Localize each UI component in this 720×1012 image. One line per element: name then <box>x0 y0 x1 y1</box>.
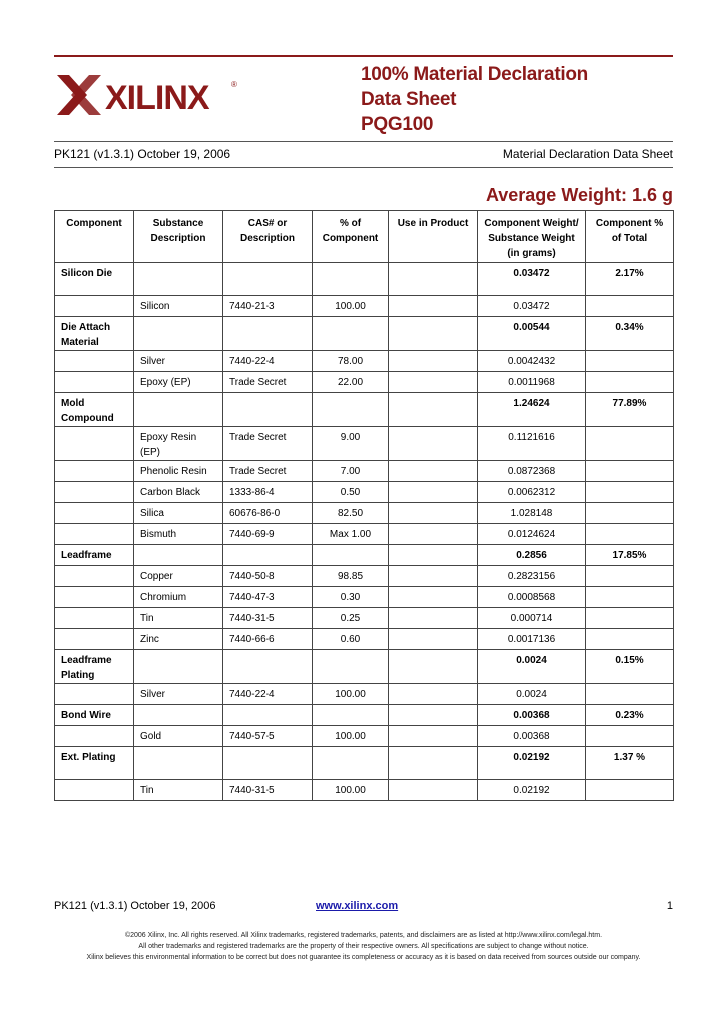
empty-cell <box>586 503 674 524</box>
empty-cell <box>389 705 478 726</box>
substance-weight: 0.0024 <box>478 684 586 705</box>
col-header-total: Component % of Total <box>586 211 674 263</box>
substance-cas: 7440-21-3 <box>223 296 313 317</box>
empty-cell <box>55 587 134 608</box>
substance-name: Gold <box>134 726 223 747</box>
empty-cell <box>586 524 674 545</box>
component-percent-total: 1.37 % <box>586 747 674 780</box>
empty-cell <box>586 351 674 372</box>
substance-name: Silica <box>134 503 223 524</box>
empty-cell <box>134 393 223 427</box>
substance-row <box>55 482 674 503</box>
substance-percent: 0.50 <box>313 482 389 503</box>
substance-name: Silver <box>134 684 223 705</box>
col-header-use: Use in Product <box>389 211 478 263</box>
empty-cell <box>223 317 313 351</box>
empty-cell <box>313 650 389 684</box>
empty-cell <box>55 482 134 503</box>
substance-percent: 100.00 <box>313 296 389 317</box>
use-in-product <box>389 780 478 801</box>
substance-row <box>55 372 674 393</box>
substance-cas: 60676-86-0 <box>223 503 313 524</box>
use-in-product <box>389 629 478 650</box>
substance-row <box>55 587 674 608</box>
substance-percent: Max 1.00 <box>313 524 389 545</box>
substance-name: Tin <box>134 780 223 801</box>
substance-row <box>55 503 674 524</box>
substance-percent: 100.00 <box>313 684 389 705</box>
component-percent-total: 2.17% <box>586 263 674 296</box>
component-weight: 0.00544 <box>478 317 586 351</box>
page-number: 1 <box>666 900 673 912</box>
component-weight: 0.2856 <box>478 545 586 566</box>
substance-percent: 0.25 <box>313 608 389 629</box>
empty-cell <box>55 296 134 317</box>
empty-cell <box>55 608 134 629</box>
header-rule <box>54 141 673 142</box>
substance-weight: 0.0008568 <box>478 587 586 608</box>
empty-cell <box>55 372 134 393</box>
component-percent-total: 0.23% <box>586 705 674 726</box>
component-percent-total: 77.89% <box>586 393 674 427</box>
component-weight: 1.24624 <box>478 393 586 427</box>
doc-id: PK121 (v1.3.1) October 19, 2006 <box>54 147 231 161</box>
average-weight: Average Weight: 1.6 g <box>485 185 673 205</box>
use-in-product <box>389 608 478 629</box>
empty-cell <box>55 726 134 747</box>
substance-cas: 7440-57-5 <box>223 726 313 747</box>
empty-cell <box>223 545 313 566</box>
substance-cas: 7440-22-4 <box>223 684 313 705</box>
empty-cell <box>55 629 134 650</box>
empty-cell <box>389 545 478 566</box>
use-in-product <box>389 296 478 317</box>
empty-cell <box>134 317 223 351</box>
empty-cell <box>389 650 478 684</box>
substance-cas: 7440-47-3 <box>223 587 313 608</box>
component-weight: 0.0024 <box>478 650 586 684</box>
empty-cell <box>134 747 223 780</box>
xilinx-logo <box>57 67 247 123</box>
empty-cell <box>586 726 674 747</box>
empty-cell <box>55 427 134 461</box>
empty-cell <box>586 608 674 629</box>
substance-weight: 0.00368 <box>478 726 586 747</box>
substance-percent: 22.00 <box>313 372 389 393</box>
substance-name: Tin <box>134 608 223 629</box>
footer-link[interactable]: www.xilinx.com <box>316 900 399 912</box>
empty-cell <box>134 545 223 566</box>
svg-text:®: ® <box>231 80 237 89</box>
col-header-weight: Component Weight/ Substance Weight (in grams) <box>478 211 586 263</box>
empty-cell <box>586 780 674 801</box>
substance-row <box>55 351 674 372</box>
empty-cell <box>55 780 134 801</box>
substance-row <box>55 296 674 317</box>
empty-cell <box>586 296 674 317</box>
empty-cell <box>389 393 478 427</box>
component-name: Bond Wire <box>55 705 134 726</box>
component-weight: 0.02192 <box>478 747 586 780</box>
substance-weight: 0.0872368 <box>478 461 586 482</box>
use-in-product <box>389 503 478 524</box>
use-in-product <box>389 587 478 608</box>
substance-weight: 0.0042432 <box>478 351 586 372</box>
component-row <box>55 263 674 296</box>
substance-row <box>55 780 674 801</box>
title-line-2: Data Sheet <box>361 89 457 110</box>
empty-cell <box>586 629 674 650</box>
title-line-1: 100% Material Declaration <box>361 64 588 85</box>
substance-name: Epoxy (EP) <box>134 372 223 393</box>
empty-cell <box>313 317 389 351</box>
empty-cell <box>223 650 313 684</box>
substance-percent: 9.00 <box>313 427 389 461</box>
empty-cell <box>313 705 389 726</box>
substance-weight: 0.0017136 <box>478 629 586 650</box>
substance-percent: 78.00 <box>313 351 389 372</box>
component-name: Die Attach Material <box>55 317 134 351</box>
empty-cell <box>55 524 134 545</box>
component-name: Leadframe Plating <box>55 650 134 684</box>
substance-cas: 1333-86-4 <box>223 482 313 503</box>
substance-row <box>55 629 674 650</box>
substance-weight: 0.2823156 <box>478 566 586 587</box>
substance-weight: 0.000714 <box>478 608 586 629</box>
substance-weight: 0.0124624 <box>478 524 586 545</box>
component-row <box>55 393 674 427</box>
component-percent-total: 17.85% <box>586 545 674 566</box>
component-weight: 0.03472 <box>478 263 586 296</box>
empty-cell <box>586 587 674 608</box>
empty-cell <box>223 263 313 296</box>
empty-cell <box>55 684 134 705</box>
col-header-substance: Substance Description <box>134 211 223 263</box>
substance-name: Carbon Black <box>134 482 223 503</box>
col-header-cas: CAS# or Description <box>223 211 313 263</box>
use-in-product <box>389 726 478 747</box>
substance-percent: 100.00 <box>313 780 389 801</box>
substance-percent: 7.00 <box>313 461 389 482</box>
empty-cell <box>389 263 478 296</box>
substance-row <box>55 524 674 545</box>
use-in-product <box>389 427 478 461</box>
empty-cell <box>586 482 674 503</box>
empty-cell <box>586 684 674 705</box>
substance-weight: 0.03472 <box>478 296 586 317</box>
substance-cas: Trade Secret <box>223 427 313 461</box>
material-table <box>54 210 674 801</box>
substance-weight: 0.1121616 <box>478 427 586 461</box>
substance-name: Bismuth <box>134 524 223 545</box>
substance-row <box>55 566 674 587</box>
empty-cell <box>55 503 134 524</box>
component-percent-total: 0.34% <box>586 317 674 351</box>
component-name: Ext. Plating <box>55 747 134 780</box>
empty-cell <box>586 372 674 393</box>
empty-cell <box>586 461 674 482</box>
empty-cell <box>134 705 223 726</box>
empty-cell <box>55 351 134 372</box>
component-row <box>55 747 674 780</box>
empty-cell <box>55 566 134 587</box>
substance-cas: 7440-50-8 <box>223 566 313 587</box>
substance-name: Zinc <box>134 629 223 650</box>
substance-name: Chromium <box>134 587 223 608</box>
svg-text:XILINX: XILINX <box>105 79 209 117</box>
use-in-product <box>389 524 478 545</box>
substance-cas: Trade Secret <box>223 461 313 482</box>
component-weight: 0.00368 <box>478 705 586 726</box>
empty-cell <box>223 705 313 726</box>
empty-cell <box>223 393 313 427</box>
component-name: Silicon Die <box>55 263 134 296</box>
fine-print-3: Xilinx believes this environmental information to be correct but does not guarantee its completeness or accuracy as it is based on data received from sources outside our company. <box>86 954 641 961</box>
empty-cell <box>389 747 478 780</box>
use-in-product <box>389 566 478 587</box>
empty-cell <box>134 263 223 296</box>
component-name: Leadframe <box>55 545 134 566</box>
empty-cell <box>313 393 389 427</box>
substance-name: Copper <box>134 566 223 587</box>
component-percent-total: 0.15% <box>586 650 674 684</box>
use-in-product <box>389 372 478 393</box>
substance-name: Silver <box>134 351 223 372</box>
title-line-3: PQG100 <box>361 114 434 135</box>
substance-row <box>55 427 674 461</box>
footer-doc-id: PK121 (v1.3.1) October 19, 2006 <box>54 900 216 912</box>
empty-cell <box>313 747 389 780</box>
empty-cell <box>313 545 389 566</box>
substance-row <box>55 684 674 705</box>
substance-cas: 7440-22-4 <box>223 351 313 372</box>
use-in-product <box>389 684 478 705</box>
substance-cas: 7440-66-6 <box>223 629 313 650</box>
top-rule <box>54 55 673 57</box>
substance-weight: 1.028148 <box>478 503 586 524</box>
header-rule-bottom <box>54 167 673 168</box>
doc-type: Material Declaration Data Sheet <box>502 147 673 161</box>
substance-percent: 98.85 <box>313 566 389 587</box>
empty-cell <box>586 427 674 461</box>
substance-name: Silicon <box>134 296 223 317</box>
component-row <box>55 650 674 684</box>
col-header-pct: % of Component <box>313 211 389 263</box>
empty-cell <box>313 263 389 296</box>
fine-print-1: ©2006 Xilinx, Inc. All rights reserved. All Xilinx trademarks, registered trademarks, patents, and disclaimers are as listed at http://www.xilinx.com/legal.htm. <box>124 932 603 939</box>
use-in-product <box>389 461 478 482</box>
substance-cas: Trade Secret <box>223 372 313 393</box>
substance-cas: 7440-31-5 <box>223 608 313 629</box>
substance-weight: 0.0062312 <box>478 482 586 503</box>
use-in-product <box>389 482 478 503</box>
substance-cas: 7440-31-5 <box>223 780 313 801</box>
substance-row <box>55 726 674 747</box>
substance-percent: 82.50 <box>313 503 389 524</box>
substance-name: Phenolic Resin <box>134 461 223 482</box>
substance-weight: 0.02192 <box>478 780 586 801</box>
component-name: Mold Compound <box>55 393 134 427</box>
table-header-row <box>55 211 674 263</box>
substance-percent: 0.30 <box>313 587 389 608</box>
use-in-product <box>389 351 478 372</box>
substance-weight: 0.0011968 <box>478 372 586 393</box>
substance-row <box>55 608 674 629</box>
col-header-component: Component <box>55 211 134 263</box>
component-row <box>55 545 674 566</box>
substance-name: Epoxy Resin (EP) <box>134 427 223 461</box>
component-row <box>55 317 674 351</box>
substance-percent: 0.60 <box>313 629 389 650</box>
substance-percent: 100.00 <box>313 726 389 747</box>
component-row <box>55 705 674 726</box>
empty-cell <box>586 566 674 587</box>
substance-cas: 7440-69-9 <box>223 524 313 545</box>
empty-cell <box>134 650 223 684</box>
fine-print-2: All other trademarks and registered trademarks are the property of their respective owners. All specifications are subject to change without notice. <box>138 943 589 950</box>
substance-row <box>55 461 674 482</box>
empty-cell <box>389 317 478 351</box>
empty-cell <box>223 747 313 780</box>
empty-cell <box>55 461 134 482</box>
